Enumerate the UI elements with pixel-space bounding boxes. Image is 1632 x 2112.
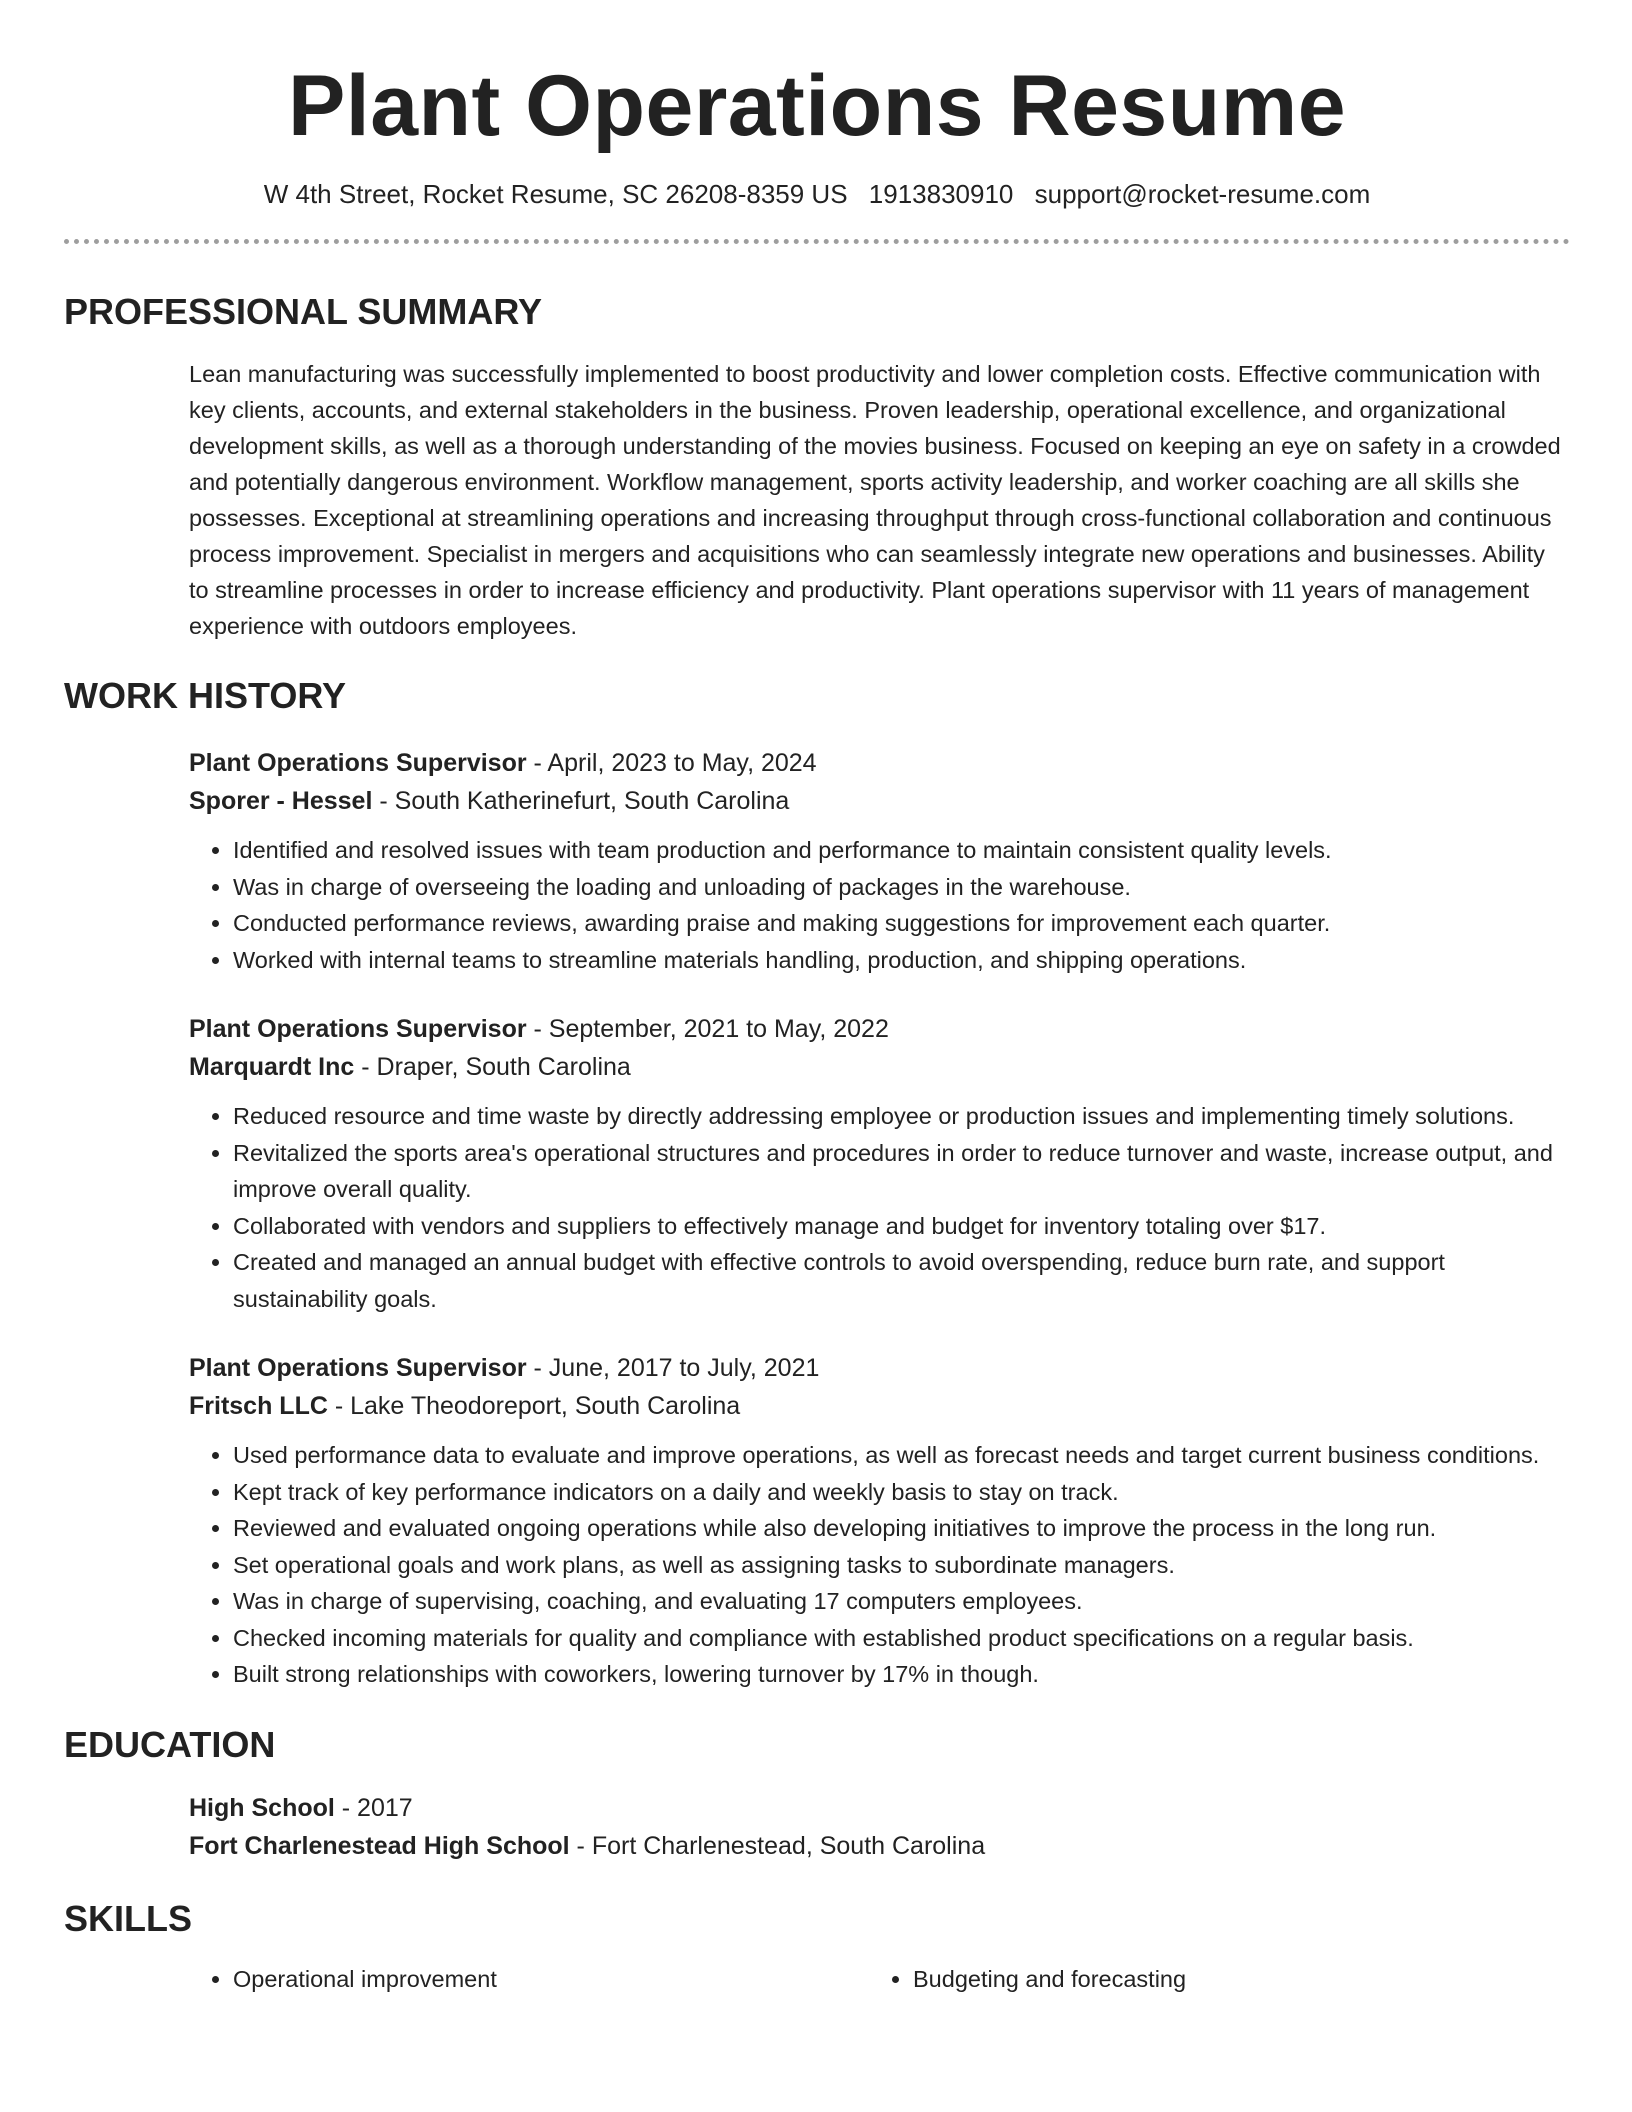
skills-right-column [869,1961,1549,1997]
list-item: • Set operational goals and work plans, as well as assigning tasks to subordinate managers. [233,1547,1570,1584]
job-location: - Draper, South Carolina [354,1053,631,1081]
education-section [64,1723,1570,1865]
skills-left-column [189,1961,869,1997]
skills-columns [189,1961,1570,1997]
job-dates: - June, 2017 to July, 2021 [526,1354,820,1382]
job-company-line [189,1048,1570,1086]
list-item: • Operational improvement [233,1961,869,1997]
list-item: • Worked with internal teams to streamline materials handling, production, and shipping operations. [233,942,1570,979]
degree-line [189,1789,1570,1827]
list-item: • Revitalized the sports area's operational structures and procedures in order to reduce turnover and waste, increase output, and improve overall quality. [233,1135,1570,1208]
list-item: • Built strong relationships with coworkers, lowering turnover by 17% in though. [233,1656,1570,1693]
list-item: • Conducted performance reviews, awarding praise and making suggestions for improvement each quarter. [233,905,1570,942]
list-item: • Kept track of key performance indicators on a daily and weekly basis to stay on track. [233,1474,1570,1511]
contact-phone: 1913830910 [868,179,1014,209]
work-history-heading: WORK HISTORY [64,675,347,716]
education-heading: EDUCATION [64,1723,276,1765]
contact-address: W 4th Street, Rocket Resume, SC 26208-8359 US [263,179,848,209]
list-item: • Created and managed an annual budget with effective controls to avoid overspending, reduce burn rate, and support sustainability goals. [233,1244,1570,1317]
header-divider [64,239,1570,244]
graduation-year: - 2017 [334,1793,413,1822]
job-title-line [189,1010,1570,1048]
school-line [189,1827,1570,1865]
resume-page [64,0,1570,1997]
resume-title: Plant Operations Resume [287,58,1347,154]
summary-text: Lean manufacturing was successfully implemented to boost productivity and lower completion costs. Effective communication with key clients, accounts, and external stakeholders in the business. Proven leadership, operational excellence, and organizational development skills, as well as a thorough understanding of the movies business. Focused on keeping an eye on safety in a crowded and potentially dangerous environment. Workflow management, sports activity leadership, and worker coaching are all skills she possesses. Exceptional at streamlining operations and increasing throughput through cross-functional collaboration and continuous process improvement. Specialist in mergers and acquisitions who can seamlessly integrate new operations and businesses. Ability to streamline processes in order to increase efficiency and productivity. Plant operations supervisor with 11 years of management experience with outdoors employees. [189,361,1561,639]
summary-section [64,290,1570,644]
list-item: • Reduced resource and time waste by directly addressing employee or production issues and implementing timely solutions. [233,1098,1570,1135]
job-bullets [189,832,1570,978]
job-title: Plant Operations Supervisor [189,749,527,777]
list-item: • Checked incoming materials for quality and compliance with established product specifications on a regular basis. [233,1620,1570,1657]
summary-heading: PROFESSIONAL SUMMARY [64,291,543,332]
job-location: - Lake Theodoreport, South Carolina [327,1392,741,1420]
work-history-section [64,674,1570,1693]
job-company: Marquardt Inc [189,1053,355,1081]
contact-line [64,176,1570,212]
job-company-line [189,782,1570,820]
job-company: Fritsch LLC [189,1392,328,1420]
job-entry [189,744,1570,978]
list-item: • Was in charge of overseeing the loading and unloading of packages in the warehouse. [233,869,1570,906]
school-location: - Fort Charlenestead, South Carolina [569,1831,986,1860]
contact-email[interactable]: support@rocket-resume.com [1034,179,1371,209]
list-item: • Reviewed and evaluated ongoing operations while also developing initiatives to improve the process in the long run. [233,1510,1570,1547]
job-bullets [189,1437,1570,1693]
list-item: • Was in charge of supervising, coaching, and evaluating 17 computers employees. [233,1583,1570,1620]
list-item: • Collaborated with vendors and suppliers to effectively manage and budget for inventory totaling over $17. [233,1208,1570,1245]
degree: High School [189,1793,335,1822]
school-name: Fort Charlenestead High School [189,1831,570,1860]
job-location: - South Katherinefurt, South Carolina [372,787,790,815]
job-title-line [189,1349,1570,1387]
skills-heading: SKILLS [64,1897,193,1939]
job-bullets [189,1098,1570,1317]
job-dates: - April, 2023 to May, 2024 [526,749,817,777]
education-entry [189,1789,1570,1865]
job-title-line [189,744,1570,782]
list-item: • Used performance data to evaluate and improve operations, as well as forecast needs and target current business conditions. [233,1437,1570,1474]
skills-section [64,1897,1570,1997]
job-entry [189,1349,1570,1693]
job-company-line [189,1387,1570,1425]
list-item: • Identified and resolved issues with team production and performance to maintain consistent quality levels. [233,832,1570,869]
job-title: Plant Operations Supervisor [189,1354,527,1382]
job-company: Sporer - Hessel [189,787,373,815]
list-item: • Budgeting and forecasting [913,1961,1549,1997]
job-dates: - September, 2021 to May, 2022 [526,1015,889,1043]
job-entry [189,1010,1570,1317]
job-title: Plant Operations Supervisor [189,1015,527,1043]
